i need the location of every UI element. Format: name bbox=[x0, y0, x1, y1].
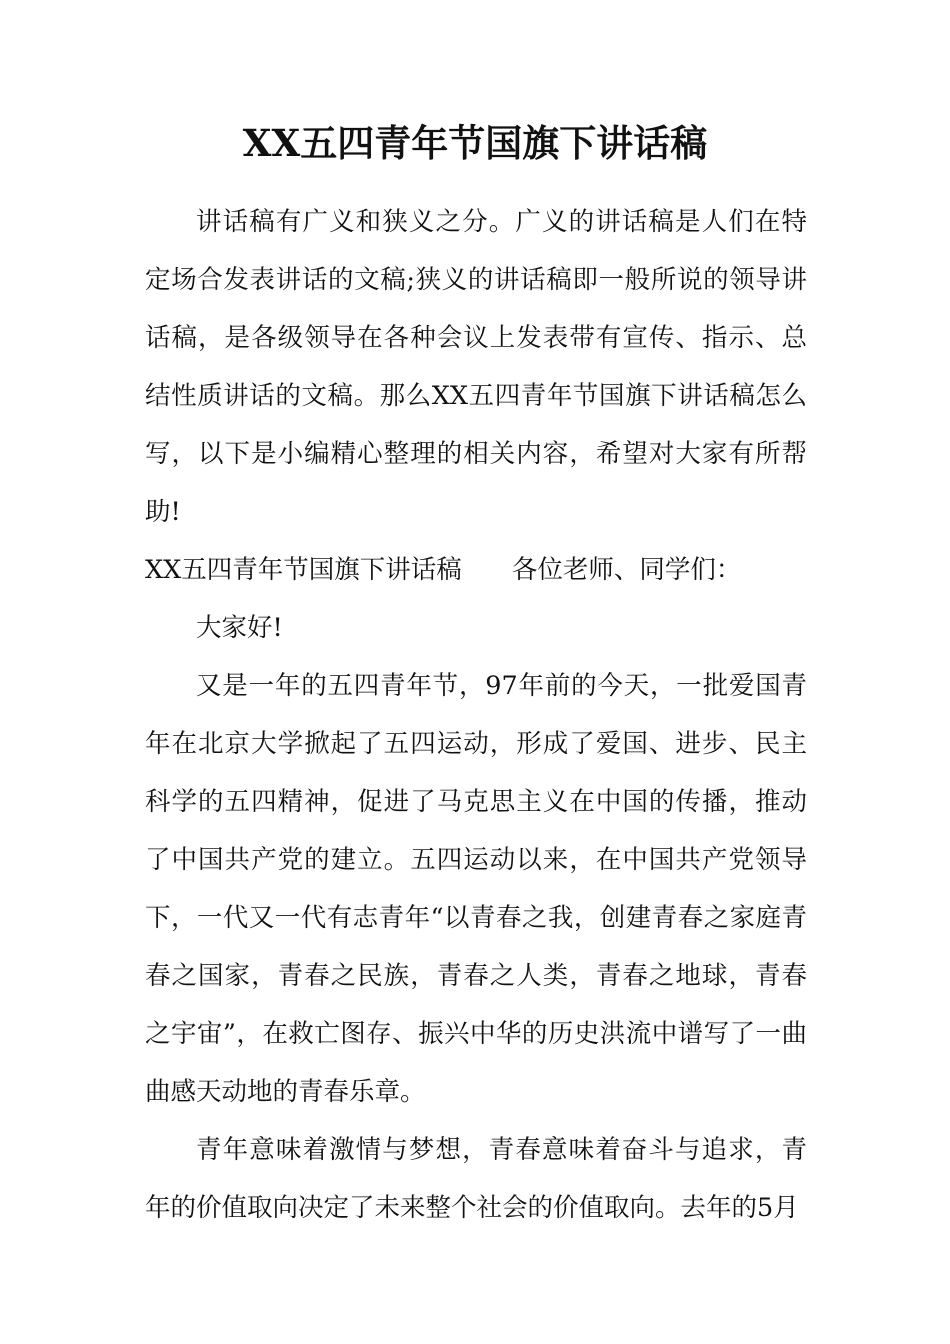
document-body bbox=[145, 193, 807, 1237]
body-paragraph-1: 又是一年的五四青年节，97年前的今天，一批爱国青年在北京大学掀起了五四运动，形成了爱国、进步、民主科学的五四精神，促进了马克思主义在中国的传播，推动了中国共产党的建立。五四运动以来，在中国共产党领导下，一代又一代有志青年“以青春之我，创建青春之家庭青春之国家，青春之民族，青春之人类，青春之地球，青春之宇宙”，在救亡图存、振兴中华的历史洪流中谱写了一曲曲感天动地的青春乐章。 bbox=[145, 671, 807, 1107]
intro-paragraph: 讲话稿有广义和狭义之分。广义的讲话稿是人们在特定场合发表讲话的文稿;狭义的讲话稿即一般所说的领导讲话稿，是各级领导在各种会议上发表带有宣传、指示、总结性质讲话的文稿。那么XX五四青年节国旗下讲话稿怎么写，以下是小编精心整理的相关内容，希望对大家有所帮助! bbox=[145, 207, 807, 527]
section-heading: XX五四青年节国旗下讲话稿 bbox=[145, 555, 462, 585]
body-paragraph-2: 青年意味着激情与梦想，青春意味着奋斗与追求，青年的价值取向决定了未来整个社会的价值取向。去年的5月 bbox=[145, 1135, 807, 1223]
salutation: 各位老师、同学们： bbox=[511, 555, 742, 585]
greeting: 大家好! bbox=[196, 613, 283, 643]
document-title: XX五四青年节国旗下讲话稿 bbox=[242, 121, 708, 165]
section-heading-line bbox=[145, 541, 807, 599]
